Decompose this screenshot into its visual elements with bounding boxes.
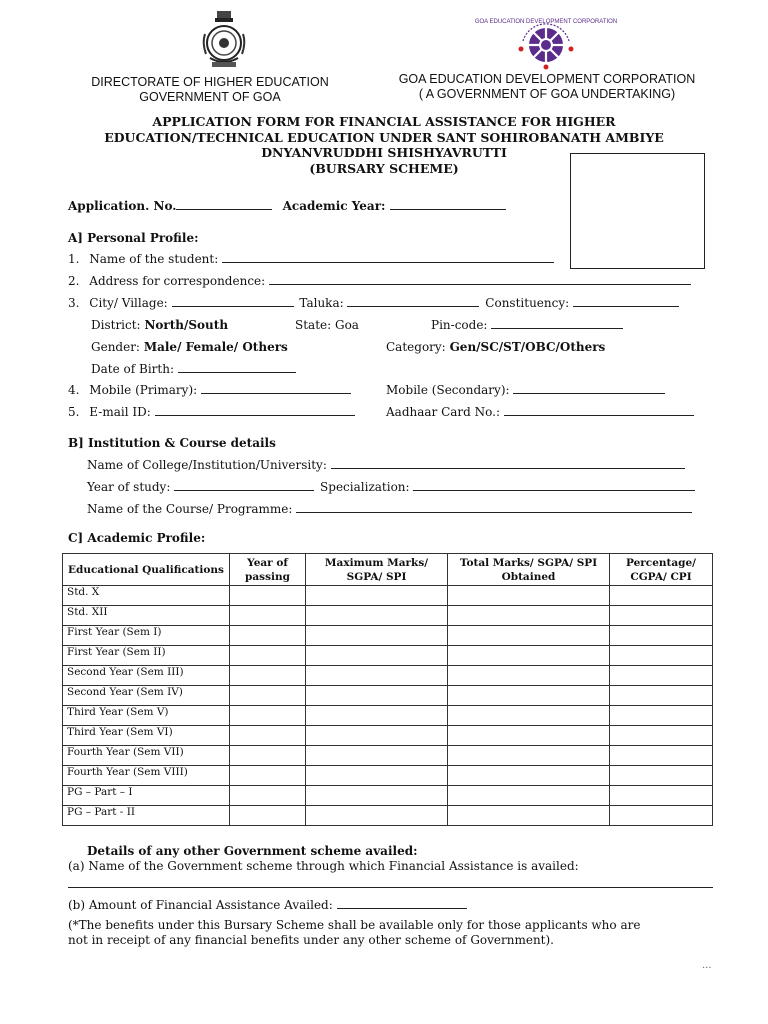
table-cell[interactable] <box>448 586 610 606</box>
government-name: GOVERNMENT OF GOA <box>139 90 281 104</box>
other-scheme-name-input[interactable] <box>68 887 713 888</box>
table-cell[interactable] <box>230 726 306 746</box>
table-cell[interactable] <box>448 706 610 726</box>
course-row <box>87 501 692 517</box>
item-number: 2. <box>68 274 80 288</box>
table-row <box>63 706 713 726</box>
table-cell[interactable] <box>230 746 306 766</box>
pincode-input[interactable] <box>491 317 623 329</box>
district-row <box>91 317 228 333</box>
qualification-cell: Fourth Year (Sem VIII) <box>63 766 230 786</box>
taluka-input[interactable] <box>347 295 479 307</box>
item-number: 4. <box>68 383 80 397</box>
section-c-heading: C] Academic Profile: <box>68 531 206 545</box>
student-name-input[interactable] <box>222 251 554 263</box>
gender-row <box>91 339 288 355</box>
city-row <box>68 295 679 311</box>
table-cell[interactable] <box>230 766 306 786</box>
column-header: Educational Qualifications <box>63 554 230 586</box>
item-number: 1. <box>68 252 80 266</box>
application-number-label: Application. No. <box>68 199 177 213</box>
table-cell[interactable] <box>610 606 713 626</box>
category-field <box>386 339 605 355</box>
item-number: 3. <box>68 296 80 310</box>
title-line-1: APPLICATION FORM FOR FINANCIAL ASSISTANCE FOR HIGHER <box>152 114 616 129</box>
email-row <box>68 404 355 420</box>
table-cell[interactable] <box>610 806 713 826</box>
note-line-1: (*The benefits under this Bursary Scheme shall be available only for those applicants who are <box>68 918 641 932</box>
table-row <box>63 606 713 626</box>
table-row <box>63 726 713 746</box>
category-label: Category: <box>386 340 446 354</box>
student-name-row <box>68 251 554 267</box>
qualification-cell: First Year (Sem I) <box>63 626 230 646</box>
table-cell[interactable] <box>448 766 610 786</box>
category-options[interactable]: Gen/SC/ST/OBC/Others <box>449 340 606 354</box>
table-cell[interactable] <box>306 806 448 826</box>
table-row <box>63 686 713 706</box>
item-number: 5. <box>68 405 80 419</box>
mobile-secondary-field <box>386 382 665 398</box>
table-cell[interactable] <box>610 766 713 786</box>
college-input[interactable] <box>331 457 685 469</box>
gedc-logo-text: GOA EDUCATION DEVELOPMENT CORPORATION <box>474 19 618 25</box>
column-header: Maximum Marks/ SGPA/ SPI <box>306 554 448 586</box>
table-row <box>63 666 713 686</box>
email-label: E-mail ID: <box>89 405 151 419</box>
qualification-cell: PG – Part – I <box>63 786 230 806</box>
mobile-row <box>68 382 351 398</box>
specialization-input[interactable] <box>413 479 695 491</box>
table-cell[interactable] <box>230 666 306 686</box>
other-scheme-amount-row <box>68 897 467 913</box>
city-input[interactable] <box>172 295 294 307</box>
academic-profile-table <box>62 553 713 826</box>
table-cell[interactable] <box>306 606 448 626</box>
mobile-secondary-input[interactable] <box>513 382 665 394</box>
table-cell[interactable] <box>230 586 306 606</box>
section-a-heading: A] Personal Profile: <box>68 231 199 245</box>
email-input[interactable] <box>155 404 355 416</box>
table-cell[interactable] <box>610 626 713 646</box>
table-cell[interactable] <box>306 666 448 686</box>
column-header: Year of passing <box>230 554 306 586</box>
title-line-4: (BURSARY SCHEME) <box>309 160 459 176</box>
application-number-input[interactable] <box>176 198 272 210</box>
qualification-cell: Third Year (Sem VI) <box>63 726 230 746</box>
dob-input[interactable] <box>178 361 296 373</box>
state-label: State: <box>295 318 332 332</box>
aadhaar-label: Aadhaar Card No.: <box>386 405 501 419</box>
other-scheme-amount-label: (b) Amount of Financial Assistance Availed: <box>68 898 333 912</box>
table-cell[interactable] <box>306 586 448 606</box>
table-cell[interactable] <box>610 686 713 706</box>
constituency-input[interactable] <box>573 295 679 307</box>
table-cell[interactable] <box>230 786 306 806</box>
column-header: Total Marks/ SGPA/ SPI Obtained <box>448 554 610 586</box>
pincode-label: Pin-code: <box>431 318 488 332</box>
constituency-label: Constituency: <box>485 296 570 310</box>
table-cell[interactable] <box>448 726 610 746</box>
qualification-cell: PG – Part - II <box>63 806 230 826</box>
qualification-cell: First Year (Sem II) <box>63 646 230 666</box>
table-cell[interactable] <box>306 766 448 786</box>
other-scheme-amount-input[interactable] <box>337 897 467 909</box>
pincode-field <box>431 317 623 333</box>
table-row <box>63 586 713 606</box>
table-cell[interactable] <box>306 646 448 666</box>
more-pages-ellipsis: ... <box>702 960 712 971</box>
table-cell[interactable] <box>448 666 610 686</box>
goa-government-emblem <box>200 10 248 72</box>
table-row <box>63 806 713 826</box>
dob-row <box>91 361 296 377</box>
address-row <box>68 273 691 289</box>
year-of-study-label: Year of study: <box>87 480 171 494</box>
table-cell[interactable] <box>448 626 610 646</box>
table-cell[interactable] <box>306 746 448 766</box>
course-input[interactable] <box>296 501 692 513</box>
table-cell[interactable] <box>610 646 713 666</box>
specialization-label: Specialization: <box>320 480 410 494</box>
gedc-logo <box>474 17 618 79</box>
qualification-cell: Third Year (Sem V) <box>63 706 230 726</box>
qualification-cell: Second Year (Sem IV) <box>63 686 230 706</box>
table-cell[interactable] <box>230 626 306 646</box>
gender-options[interactable]: Male/ Female/ Others <box>143 340 288 354</box>
table-cell[interactable] <box>306 686 448 706</box>
application-number-row <box>68 198 506 214</box>
table-cell[interactable] <box>448 646 610 666</box>
table-cell[interactable] <box>448 806 610 826</box>
table-cell[interactable] <box>610 726 713 746</box>
course-label: Name of the Course/ Programme: <box>87 502 293 516</box>
bursary-note <box>68 918 640 948</box>
other-scheme-heading: Details of any other Government scheme availed: <box>87 844 418 858</box>
city-label: City/ Village: <box>89 296 168 310</box>
table-row <box>63 766 713 786</box>
other-scheme-a-label: (a) Name of the Government scheme through which Financial Assistance is availed: <box>68 859 579 873</box>
district-value: North/South <box>144 318 229 332</box>
table-cell[interactable] <box>230 686 306 706</box>
year-of-study-input[interactable] <box>174 479 314 491</box>
table-cell[interactable] <box>448 746 610 766</box>
mobile-primary-input[interactable] <box>201 382 351 394</box>
college-label: Name of College/Institution/University: <box>87 458 327 472</box>
qualification-cell: Std. XII <box>63 606 230 626</box>
table-cell[interactable] <box>230 646 306 666</box>
table-cell[interactable] <box>306 706 448 726</box>
gender-label: Gender: <box>91 340 140 354</box>
table-cell[interactable] <box>448 686 610 706</box>
table-cell[interactable] <box>610 586 713 606</box>
mobile-secondary-label: Mobile (Secondary): <box>386 383 510 397</box>
column-header: Percentage/ CGPA/ CPI <box>610 554 713 586</box>
title-line-3: DNYANVRUDDHI SHISHYAVRUTTI <box>261 145 507 160</box>
qualification-cell: Second Year (Sem III) <box>63 666 230 686</box>
table-cell[interactable] <box>610 746 713 766</box>
district-label: District: <box>91 318 141 332</box>
table-cell[interactable] <box>610 666 713 686</box>
table-cell[interactable] <box>448 786 610 806</box>
state-field <box>295 317 359 333</box>
table-cell[interactable] <box>230 706 306 726</box>
year-of-study-row <box>87 479 695 495</box>
table-cell[interactable] <box>230 606 306 626</box>
table-cell[interactable] <box>306 626 448 646</box>
state-value: Goa <box>335 318 359 332</box>
table-cell[interactable] <box>610 706 713 726</box>
table-cell[interactable] <box>306 726 448 746</box>
table-cell[interactable] <box>610 786 713 806</box>
mobile-primary-label: Mobile (Primary): <box>89 383 198 397</box>
corporation-subtitle: ( A GOVERNMENT OF GOA UNDERTAKING) <box>418 87 676 101</box>
issuing-authority-right <box>372 72 722 102</box>
table-row <box>63 626 713 646</box>
issuing-authority-left <box>50 75 370 105</box>
academic-year-input[interactable] <box>390 198 506 210</box>
address-input[interactable] <box>269 273 691 285</box>
dob-label: Date of Birth: <box>91 362 174 376</box>
table-row <box>63 746 713 766</box>
directorate-name: DIRECTORATE OF HIGHER EDUCATION <box>91 75 329 89</box>
table-cell[interactable] <box>448 606 610 626</box>
aadhaar-input[interactable] <box>504 404 694 416</box>
table-row <box>63 646 713 666</box>
note-line-2: not in receipt of any financial benefits under any other scheme of Government). <box>68 933 554 947</box>
table-row <box>63 786 713 806</box>
section-b-heading: B] Institution & Course details <box>68 436 276 450</box>
table-cell[interactable] <box>306 786 448 806</box>
taluka-label: Taluka: <box>299 296 344 310</box>
qualification-cell: Std. X <box>63 586 230 606</box>
qualification-cell: Fourth Year (Sem VII) <box>63 746 230 766</box>
college-row <box>87 457 685 473</box>
corporation-name: GOA EDUCATION DEVELOPMENT CORPORATION <box>398 72 696 86</box>
photo-box[interactable] <box>570 153 705 269</box>
student-name-label: Name of the student: <box>89 252 219 266</box>
title-line-2: EDUCATION/TECHNICAL EDUCATION UNDER SANT SOHIROBANATH AMBIYE <box>104 129 664 145</box>
table-header-row <box>63 554 713 586</box>
academic-year-label: Academic Year: <box>282 199 386 213</box>
aadhaar-field <box>386 404 694 420</box>
table-cell[interactable] <box>230 806 306 826</box>
address-label: Address for correspondence: <box>89 274 266 288</box>
